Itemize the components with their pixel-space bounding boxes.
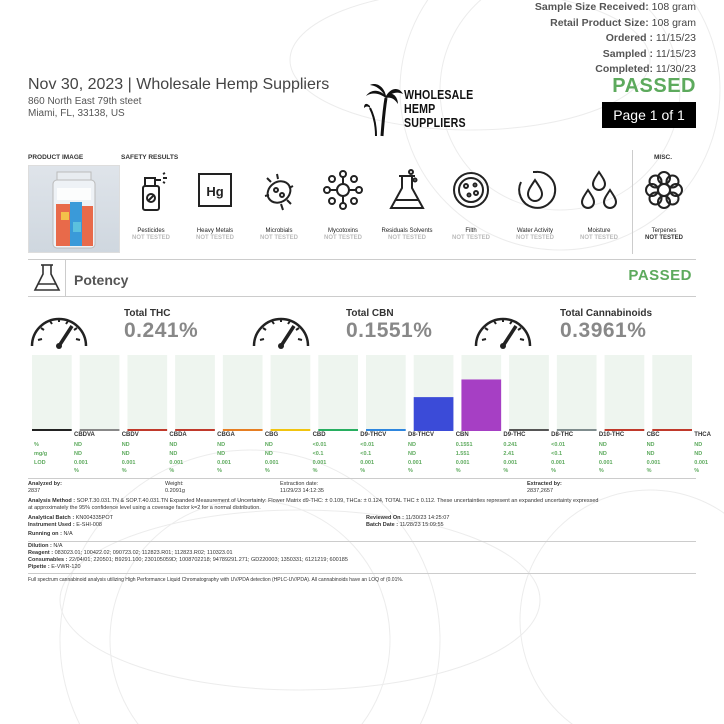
gauge-icon [28, 306, 90, 350]
category-underline [652, 429, 692, 431]
table-cell: 0.001 [455, 460, 470, 466]
bar-background [32, 355, 72, 429]
misc-divider [632, 150, 633, 254]
safety-moisture: Moisture NOT TESTED [569, 168, 629, 241]
table-cell: <0.1 [360, 451, 372, 457]
category-label: CBC [646, 432, 660, 438]
table-cell: % [598, 468, 604, 474]
analysis-method: Analysis Method : SOP.T.30.031.TN & SOP.T.40.031.TN Expanded Measurement of Uncertainty: Flower Matrix d9-THC: ± 0.109, THCa: ± 0.124, TOTAL THC ± 0.112. These uncertainties represent an expanded uncertainty expressed at approximately the 95% confidence level using a coverage factor k=2 for a normal distribution. [28, 498, 599, 511]
table-cell: ND [408, 451, 416, 457]
reagent: Reagent : 083023.01; 100422.02; 090723.02; 112823.R01; 112823.R02; 110323.01 [28, 550, 233, 556]
category-label: CBG [264, 432, 279, 438]
table-cell: 0.1551 [455, 442, 473, 448]
table-cell: % [455, 468, 461, 474]
category-label: D8-THCV [408, 432, 435, 438]
table-cell: 0.001 [646, 460, 661, 466]
safety-mycotoxins: Mycotoxins NOT TESTED [313, 168, 373, 241]
table-cell: ND [408, 442, 416, 448]
bar-background [80, 355, 120, 429]
sample-row: Sampled : 11/15/23 [602, 47, 696, 60]
sample-row: Completed: 11/30/23 [595, 63, 696, 75]
table-cell: ND [646, 451, 655, 457]
table-cell: % [408, 468, 413, 474]
category-underline [366, 429, 406, 431]
reviewed-on: Reviewed On : 11/30/23 14:25:07 [366, 515, 450, 521]
overall-status: PASSED [612, 75, 696, 97]
safety-results-label: SAFETY RESULTS [121, 154, 179, 161]
category-label: CBDVA [74, 432, 95, 438]
logo-text: WHOLESALE HEMP SUPPLIERS [404, 88, 474, 130]
product-image [28, 165, 120, 253]
table-cell: ND [121, 442, 130, 448]
table-cell: % [312, 468, 318, 474]
total-cannabinoids-value: 0.3961% [560, 319, 647, 342]
potency-status: PASSED [628, 267, 692, 284]
bar-background [175, 355, 215, 429]
table-cell: % [264, 468, 270, 474]
category-label: CBD [312, 432, 326, 438]
table-cell: ND [598, 442, 607, 448]
table-cell: ND [121, 451, 130, 457]
page-indicator: Page 1 of 1 [602, 102, 696, 128]
potency-title: Potency [74, 272, 129, 288]
table-cell: <0.1 [551, 451, 562, 457]
row-label: % [34, 442, 39, 448]
bar-background [509, 355, 549, 429]
category-label: D9-THCV [360, 432, 387, 438]
safety-heavy-metals: Hg Heavy Metals NOT TESTED [185, 168, 245, 241]
safety-water-activity: Water Activity NOT TESTED [505, 168, 565, 241]
category-label: CBGA [217, 432, 235, 438]
category-label: D10-THC [598, 432, 625, 438]
sample-row: Ordered : 11/15/23 [605, 32, 696, 44]
svg-text:Hg: Hg [206, 184, 224, 199]
running-on: Running on : N/A [28, 531, 73, 537]
row-label: LOD [34, 460, 46, 466]
bar-background [271, 355, 311, 429]
dilution: Dilution : N/A [28, 543, 63, 549]
pipette: Pipette : E-VWR-120 [28, 564, 81, 570]
table-cell: 0.001 [598, 460, 613, 466]
water-activity-icon [513, 168, 557, 214]
potency-header [28, 259, 696, 297]
batch-date: Batch Date : 11/28/23 15:09:55 [366, 522, 444, 528]
misc-label: MISC. [654, 154, 673, 161]
bar-background [318, 355, 358, 429]
table-cell: ND [74, 442, 82, 448]
bar-background [557, 355, 597, 429]
analyzed-by: Analyzed by: 2837 [28, 481, 62, 494]
address-line-1: 860 North East 79th steet [28, 96, 142, 107]
flask-icon [28, 260, 66, 296]
heavy-metals-icon [193, 168, 237, 214]
category-underline [223, 429, 263, 431]
table-cell: 1.551 [455, 451, 470, 457]
table-cell: % [646, 468, 652, 474]
potency-icon-cell [28, 260, 66, 296]
table-cell: ND [264, 442, 273, 448]
table-cell: ND [217, 451, 226, 457]
table-cell: % [169, 468, 175, 474]
category-label: CBDV [121, 432, 139, 438]
safety-pesticides: Pesticides NOT TESTED [121, 168, 181, 241]
bar-background [223, 355, 263, 429]
bar-background [366, 355, 406, 429]
client-address [28, 96, 141, 120]
safety-residual-solvents: Residuals Solvents NOT TESTED [377, 168, 437, 241]
sample-info [535, 0, 696, 78]
table-cell: 0.001 [360, 460, 375, 466]
table-cell: ND [74, 451, 82, 457]
total-cannabinoids-label: Total Cannabinoids [560, 308, 653, 319]
category-underline [80, 429, 120, 431]
table-cell: 0.001 [408, 460, 422, 466]
table-cell: 0.001 [503, 460, 518, 466]
table-cell: 0.001 [217, 460, 231, 466]
potency-bar-chart [28, 352, 696, 434]
table-cell: <0.1 [312, 451, 324, 457]
company-logo [364, 82, 484, 138]
table-cell: 0.001 [121, 460, 136, 466]
table-cell: 0.001 [169, 460, 184, 466]
table-cell: 0.241 [503, 442, 518, 448]
table-cell: ND [646, 442, 655, 448]
category-label: D8-THC [551, 432, 574, 438]
category-underline [414, 429, 454, 431]
flower-icon [642, 168, 686, 214]
droplets-icon [577, 168, 621, 214]
spray-bottle-icon [129, 168, 173, 214]
category-underline [605, 429, 645, 431]
footnote: Full spectrum cannabinoid analysis utilizing High Performance Liquid Chromatography with UV/PDA detection (HPLC-UV/PDA). All cannabinoids have an LOQ of (0.01%. [28, 577, 404, 583]
report-date-client: Nov 30, 2023 | Wholesale Hemp Suppliers [28, 76, 330, 93]
category-label: CBDA [169, 432, 187, 438]
total-cbn-value: 0.1551% [346, 319, 433, 342]
table-cell: % [217, 468, 223, 474]
flask-icon [385, 168, 429, 214]
table-cell: <0.01 [360, 442, 375, 448]
palm-tree-icon [364, 82, 404, 138]
table-cell: ND [694, 442, 703, 448]
bar-background [127, 355, 167, 429]
table-cell: % [360, 468, 366, 474]
table-cell: 2.41 [503, 451, 515, 457]
extracted-by: Extracted by: 2837,2657 [527, 481, 562, 494]
total-thc-label: Total THC [124, 308, 171, 319]
table-cell: 0.001 [312, 460, 327, 466]
table-cell: 0.001 [74, 460, 88, 466]
bar-cbn [414, 397, 454, 429]
safety-microbials: Microbials NOT TESTED [249, 168, 309, 241]
divider [28, 541, 696, 542]
gauge-icon [250, 306, 312, 350]
divider [28, 478, 696, 479]
instrument-used: Instrument Used : E-SHI-008 [28, 522, 102, 528]
row-label: mg/g [34, 451, 48, 457]
table-cell: <0.01 [551, 442, 566, 448]
bar-background [605, 355, 645, 429]
sample-row: Retail Product Size: 108 gram [550, 16, 696, 29]
table-cell: 0.001 [264, 460, 279, 466]
table-cell: ND [169, 451, 178, 457]
mycotoxin-icon [321, 168, 365, 214]
category-underline [509, 429, 549, 431]
table-cell: % [694, 468, 700, 474]
misc-terpenes: Terpenes NOT TESTED [634, 168, 694, 241]
address-line-2: Miami, FL, 33138, US [28, 108, 125, 119]
consumables: Consumables : 22/04/01; 220501; B9291.100; 230105059D; 1008702218; 94789291.271; GD220003; 1350331; 6121219; 600185 [28, 557, 348, 563]
total-cbn-label: Total CBN [346, 308, 394, 319]
weight: Weight: 0.2091g [165, 481, 185, 494]
table-cell: ND [217, 442, 226, 448]
gauge-icon [472, 306, 534, 350]
category-underline [461, 429, 501, 431]
category-label: THCA [694, 432, 711, 438]
bar-background [652, 355, 692, 429]
category-underline [175, 429, 215, 431]
category-label: CBN [455, 432, 469, 438]
category-label: D9-THC [503, 432, 526, 438]
category-underline [557, 429, 597, 431]
analytical-batch: Analytical Batch : KN004335POT [28, 515, 113, 521]
table-cell: % [503, 468, 509, 474]
divider [28, 573, 696, 574]
sample-row: Sample Size Received: 108 gram [534, 1, 696, 13]
safety-filth: Filth NOT TESTED [441, 168, 501, 241]
table-cell: 0.001 [694, 460, 709, 466]
total-thc-value: 0.241% [124, 319, 199, 342]
category-underline [127, 429, 167, 431]
table-cell: ND [598, 451, 607, 457]
bar-d9-thc [461, 379, 501, 429]
product-image-label: PRODUCT IMAGE [28, 154, 84, 161]
microbe-icon [257, 168, 301, 214]
table-cell: 0.001 [551, 460, 565, 466]
category-underline [32, 429, 72, 431]
table-cell: ND [264, 451, 273, 457]
petri-dish-icon [449, 168, 493, 214]
table-cell: % [74, 468, 79, 474]
table-cell: ND [694, 451, 703, 457]
category-underline [318, 429, 358, 431]
extraction-date: Extraction date: 11/29/23 14:12:35 [280, 481, 324, 494]
category-underline [271, 429, 311, 431]
table-cell: % [121, 468, 127, 474]
table-cell: <0.01 [312, 442, 327, 448]
table-cell: % [551, 468, 557, 474]
table-cell: ND [169, 442, 178, 448]
